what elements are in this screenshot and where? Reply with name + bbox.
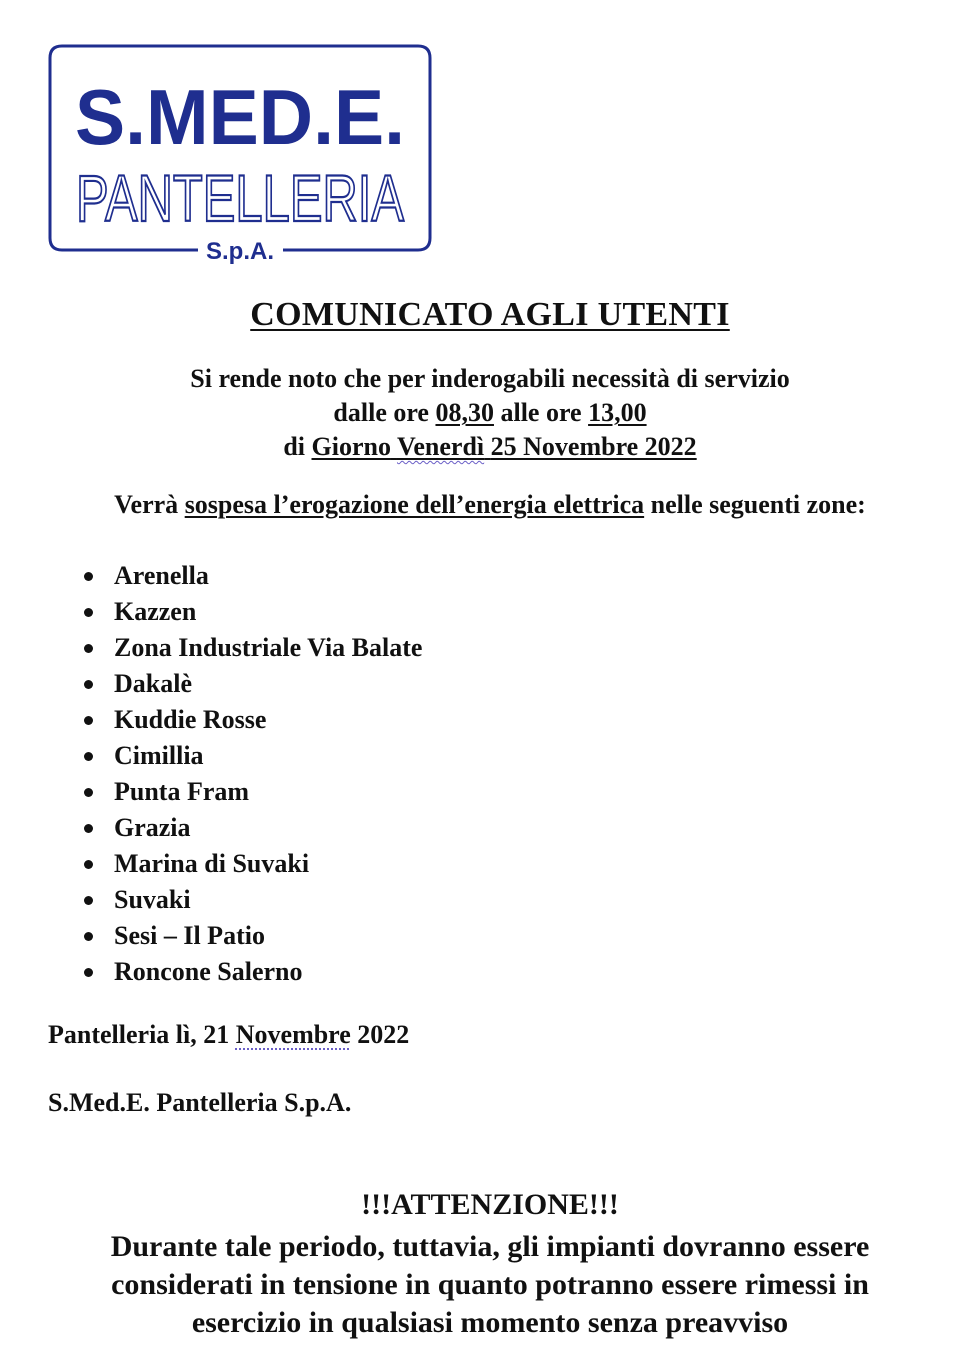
zone-name: Sesi – Il Patio [114,921,265,950]
list-item [84,558,422,594]
zone-name: Punta Fram [114,777,250,806]
intro-time-prefix: dalle ore [333,398,429,427]
bullet-icon [84,680,93,689]
zone-name: Zona Industriale Via Balate [114,633,423,662]
suspension-suffix: nelle seguenti zone: [650,490,866,519]
suspension-prefix: Verrà [114,490,179,519]
svg-text:S.p.A.: S.p.A. [205,238,275,265]
notice-title: COMUNICATO AGLI UTENTI [250,296,730,333]
list-item [84,594,422,630]
bullet-icon [84,932,93,941]
intro-time-mid: alle ore [500,398,582,427]
svg-text:S.MED.E.: S.MED.E. [75,73,405,161]
day-date: 25 Novembre 2022 [490,432,697,461]
svg-text:PANTELLERIA: PANTELLERIA [76,161,404,235]
zone-name: Suvaki [114,885,191,914]
warning-line-3: esercizio in qualsiasi momento senza preavviso [191,1306,789,1339]
intro-day-prefix: di [283,432,305,461]
warning-line-1: Durante tale periodo, tuttavia, gli impianti dovranno essere [110,1230,870,1263]
bullet-icon [84,824,93,833]
zone-name: Marina di Suvaki [114,849,310,878]
list-item [84,702,422,738]
day-name: Venerdì [396,432,485,461]
issue-date-prefix: Pantelleria lì, 21 [48,1020,230,1049]
bullet-icon [84,968,93,977]
smede-logo [48,44,432,268]
intro-line-3 [0,430,980,464]
issue-date-year: 2022 [357,1020,410,1049]
intro-line-2 [0,396,980,430]
zone-name: Kazzen [114,597,197,626]
bullet-icon [84,752,93,761]
zone-name: Grazia [114,813,191,842]
list-item [84,774,422,810]
zone-name: Kuddie Rosse [114,705,267,734]
list-item [84,954,422,990]
list-item [84,846,422,882]
suspension-emphasis: sospesa l’erogazione dell’energia elettrica [184,490,645,519]
zone-list [84,558,422,990]
bullet-icon [84,860,93,869]
bullet-icon [84,716,93,725]
issue-date-month: Novembre [235,1020,351,1049]
list-item [84,630,422,666]
bullet-icon [84,896,93,905]
zone-name: Cimillia [114,741,204,770]
list-item [84,810,422,846]
bullet-icon [84,788,93,797]
day-word: Giorno [311,432,391,461]
bullet-icon [84,572,93,581]
list-item [84,918,422,954]
issue-date [48,1020,409,1050]
bullet-icon [84,644,93,653]
zone-name: Roncone Salerno [114,957,303,986]
intro-line-1: Si rende noto che per inderogabili necessità di servizio [190,364,790,393]
start-time: 08,30 [435,398,494,427]
zone-name: Dakalè [114,669,192,698]
list-item [84,738,422,774]
list-item [84,882,422,918]
list-item [84,666,422,702]
outage-date [312,432,697,461]
bullet-icon [84,608,93,617]
warning-body [40,1228,940,1342]
zone-name: Arenella [114,561,209,590]
warning-title: !!!ATTENZIONE!!! [361,1188,619,1221]
end-time: 13,00 [588,398,647,427]
warning-line-2: considerati in tensione in quanto potranno essere rimessi in [111,1268,869,1301]
company-signature: S.Med.E. Pantelleria S.p.A. [48,1088,352,1117]
suspension-statement [0,490,980,520]
notice-intro [0,362,980,464]
